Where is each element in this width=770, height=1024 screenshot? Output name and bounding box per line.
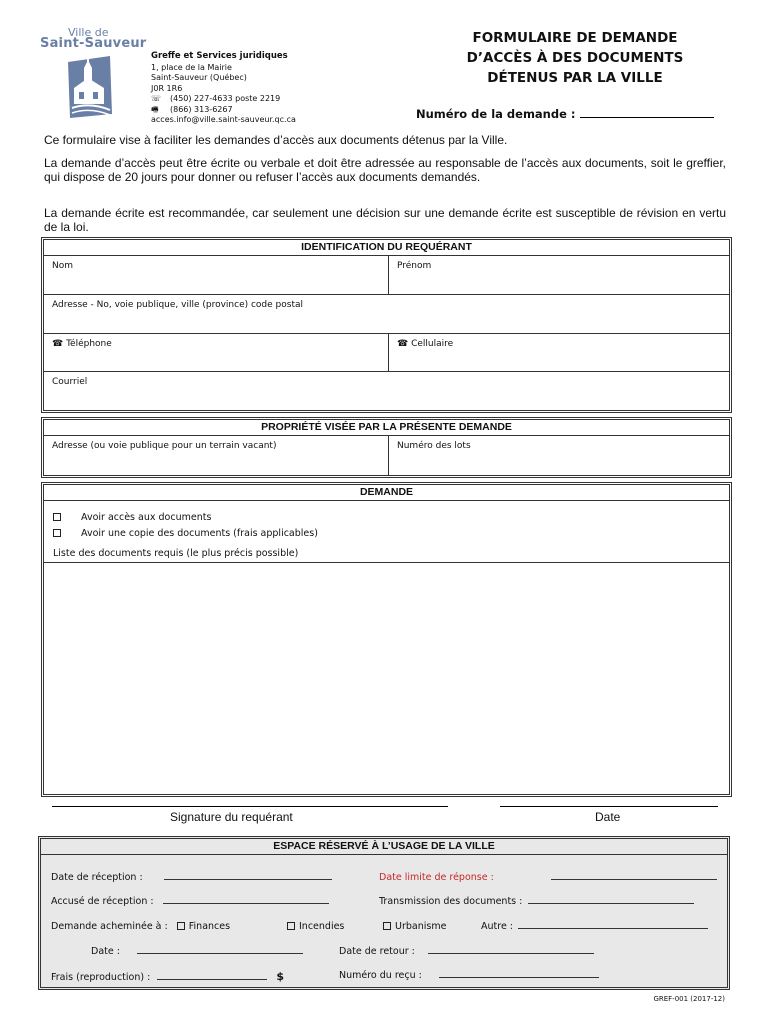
- urbanisme-label: Urbanisme: [395, 921, 447, 932]
- option-copie[interactable]: [53, 528, 318, 539]
- email-address[interactable]: acces.info@ville.saint-sauveur.qc.ca: [151, 115, 296, 124]
- intro-paragraph-3: La demande écrite est recommandée, car seulement une décision sur une demande écrite est susceptible de révision en vertu de la loi.: [44, 206, 726, 234]
- request-number-label: Numéro de la demande :: [416, 107, 576, 121]
- checkbox-acces[interactable]: [53, 513, 61, 521]
- accuse-field[interactable]: [163, 896, 329, 904]
- date-limite-label: Date limite de réponse :: [379, 872, 494, 883]
- numero-recu-field[interactable]: [439, 970, 599, 978]
- date-retour-row: [339, 946, 594, 957]
- contact-block: [151, 51, 296, 126]
- incendies-option[interactable]: [281, 921, 344, 932]
- telephone-field[interactable]: ☎ Téléphone: [52, 339, 112, 349]
- date-label: Date: [595, 810, 621, 824]
- numero-recu-label: Numéro du reçu :: [339, 970, 422, 981]
- city-address: Saint-Sauveur (Québec): [151, 73, 247, 82]
- form-code: GREF-001 (2017-12): [653, 995, 725, 1003]
- checkbox-incendies[interactable]: [287, 922, 295, 930]
- phone-line: [151, 94, 296, 105]
- logo-name: Saint-Sauveur: [40, 36, 147, 51]
- form-title: [392, 28, 758, 88]
- propriete-adresse-field[interactable]: Adresse (ou voie publique pour un terrain vacant): [52, 441, 277, 451]
- date-retour-field[interactable]: [428, 946, 594, 954]
- numero-recu-row: [339, 970, 599, 981]
- checkbox-urbanisme[interactable]: [383, 922, 391, 930]
- church-logo-icon: [66, 54, 114, 120]
- liste-label: Liste des documents requis (le plus précis possible): [53, 548, 299, 559]
- acheminee-label: Demande acheminée à :: [51, 921, 168, 932]
- courriel-field[interactable]: Courriel: [52, 377, 88, 387]
- request-number-field[interactable]: [580, 108, 714, 118]
- checkbox-finances[interactable]: [177, 922, 185, 930]
- documents-list-area[interactable]: [44, 563, 729, 794]
- adresse-field[interactable]: Adresse - No, voie publique, ville (province) code postal: [52, 300, 303, 310]
- transmission-field[interactable]: [528, 896, 694, 904]
- street-address: 1, place de la Mairie: [151, 62, 232, 72]
- propriete-heading: PROPRIÉTÉ VISÉE PAR LA PRÉSENTE DEMANDE: [44, 420, 729, 436]
- frais-label: Frais (reproduction) :: [51, 972, 151, 983]
- date-reception-label: Date de réception :: [51, 872, 143, 883]
- phone-icon: ☏: [151, 94, 162, 103]
- transmission-row: [379, 896, 694, 907]
- title-line-3: DÉTENUS PAR LA VILLE: [487, 70, 663, 86]
- reserved-section: [38, 836, 730, 990]
- fax-number: (866) 313-6267: [170, 104, 233, 114]
- title-line-1: FORMULAIRE DE DEMANDE: [472, 30, 678, 46]
- demande-section: [41, 482, 732, 797]
- reserved-heading: ESPACE RÉSERVÉ À L’USAGE DE LA VILLE: [41, 839, 727, 855]
- incendies-label: Incendies: [299, 921, 345, 932]
- identification-section: [41, 237, 732, 413]
- date-row: [91, 946, 303, 957]
- signature-label: Signature du requérant: [170, 810, 293, 824]
- accuse-row: [51, 896, 329, 907]
- date-limite-field[interactable]: [551, 872, 717, 880]
- urbanisme-option[interactable]: [377, 921, 446, 932]
- date-retour-label: Date de retour :: [339, 946, 415, 957]
- dollar-sign: $: [276, 970, 285, 983]
- date-small-label: Date :: [91, 946, 120, 957]
- phone-number: (450) 227-4633 poste 2219: [170, 94, 281, 103]
- acheminee-row: [51, 921, 230, 932]
- autre-label: Autre :: [481, 921, 514, 932]
- option-acces[interactable]: [53, 512, 211, 523]
- transmission-label: Transmission des documents :: [379, 896, 523, 907]
- department-name: Greffe et Services juridiques: [151, 51, 288, 61]
- request-number: [416, 107, 714, 121]
- cellulaire-field[interactable]: ☎ Cellulaire: [397, 339, 454, 349]
- lots-field[interactable]: Numéro des lots: [397, 441, 471, 451]
- date-small-field[interactable]: [137, 946, 303, 954]
- frais-row: [51, 970, 284, 983]
- nom-field[interactable]: Nom: [52, 261, 74, 271]
- logo-ville-de: Ville de: [68, 26, 109, 39]
- autre-field[interactable]: [518, 921, 708, 929]
- demande-heading: DEMANDE: [44, 485, 729, 501]
- postal-code: J0R 1R6: [151, 83, 183, 93]
- identification-heading: IDENTIFICATION DU REQUÉRANT: [44, 240, 729, 256]
- autre-row: [481, 921, 708, 932]
- option-copie-label: Avoir une copie des documents (frais applicables): [81, 528, 318, 539]
- date-reception-row: [51, 872, 332, 883]
- fax-line: [151, 105, 296, 116]
- option-acces-label: Avoir accès aux documents: [81, 512, 212, 523]
- checkbox-copie[interactable]: [53, 529, 61, 537]
- intro-paragraph-1: Ce formulaire vise à faciliter les demandes d’accès aux documents détenus par la Ville.: [44, 133, 508, 147]
- propriete-section: [41, 417, 732, 478]
- title-line-2: D’ACCÈS À DES DOCUMENTS: [466, 50, 684, 66]
- date-reception-field[interactable]: [164, 872, 332, 880]
- fax-icon: 🖷: [151, 104, 159, 114]
- intro-paragraph-2: La demande d’accès peut être écrite ou verbale et doit être adressée au responsable de l’accès aux documents, soit le greffier, qui dispose de 20 jours pour donner ou refuser l’accès aux documents demandés.: [44, 156, 726, 184]
- finances-label: Finances: [188, 921, 231, 932]
- prenom-field[interactable]: Prénom: [397, 261, 432, 271]
- signature-line[interactable]: [52, 806, 448, 807]
- date-line[interactable]: [500, 806, 718, 807]
- accuse-label: Accusé de réception :: [51, 896, 154, 907]
- frais-field[interactable]: [157, 972, 267, 980]
